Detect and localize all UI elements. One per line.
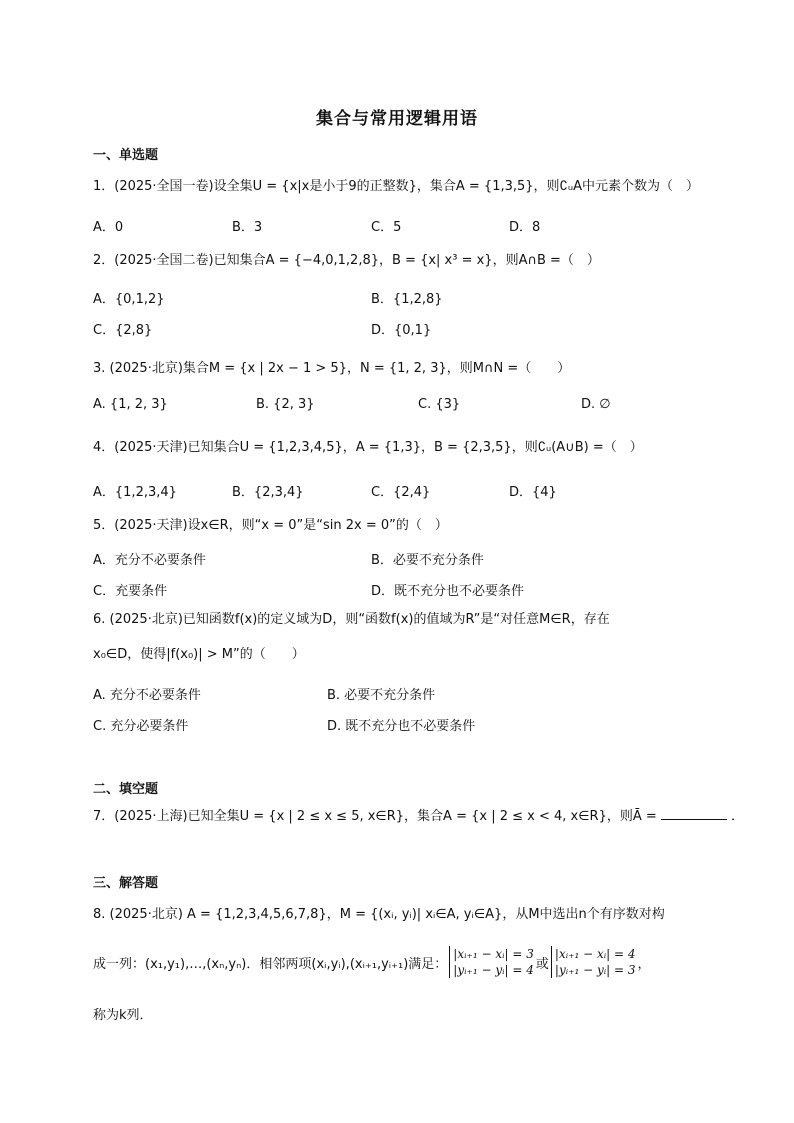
question-7-end: ． <box>731 809 745 824</box>
q6-option-a: A. 充分不必要条件 <box>93 688 201 703</box>
q8-or-label: 或 <box>535 956 549 972</box>
question-2-stem: 2．(2025·全国二卷)已知集合A = {−4,0,1,2,8}，B = {x| x³ = x}，则A∩B =（ ） <box>93 253 600 268</box>
q3-option-d: D. ∅ <box>581 397 611 412</box>
q6-option-c: C. 充分必要条件 <box>93 719 189 734</box>
question-8-stem-line1: 8. (2025·北京) A = {1,2,3,4,5,6,7,8}，M = {(xᵢ, yᵢ)| xᵢ∈A, yᵢ∈A}，从M中选出n个有序数对构 <box>93 907 665 922</box>
q1-option-d: D．8 <box>509 220 541 235</box>
q2-option-d: D．{0,1} <box>371 323 432 338</box>
q5-option-a: A．充分不必要条件 <box>93 553 206 568</box>
q8-line2-text: 成一列：(x₁,y₁),…,(xₙ,yₙ)．相邻两项(xᵢ,yᵢ),(xᵢ₊₁,yᵢ₊₁)满足： <box>93 956 448 972</box>
q4-option-d: D．{4} <box>509 485 557 500</box>
page-title: 集合与常用逻辑用语 <box>316 109 478 129</box>
condition-system-1 <box>449 946 534 978</box>
section-heading-answer: 三、解答题 <box>93 876 159 891</box>
answer-blank[interactable] <box>661 807 727 820</box>
q4-option-a: A．{1,2,3,4} <box>93 485 177 500</box>
q5-option-d: D．既不充分也不必要条件 <box>371 584 525 599</box>
q3-option-a: A. {1, 2, 3} <box>93 397 168 412</box>
question-6-stem-line1: 6. (2025·北京)已知函数f(x)的定义域为D，则“函数f(x)的值域为R”是“对任意M∈R，存在 <box>93 612 610 627</box>
question-1-stem: 1．(2025·全国一卷)设全集U = {x|x是小于9的正整数}，集合A = {1,3,5}，则∁ᵤA中元素个数为（ ） <box>93 179 699 194</box>
section-heading-fill-in: 二、填空题 <box>93 782 159 797</box>
q3-option-b: B. {2, 3} <box>256 397 315 412</box>
condition-1-x: |xᵢ₊₁ − xᵢ| = 3 <box>453 947 534 961</box>
question-8-stem-line3: 称为k列． <box>93 1008 153 1023</box>
question-6-stem-line2: x₀∈D，使得|f(x₀)| > M”的（ ） <box>93 647 305 662</box>
question-5-stem: 5．(2025·天津)设x∈R，则“x = 0”是“sin 2x = 0”的（ ） <box>93 518 448 533</box>
q4-option-c: C．{2,4} <box>371 485 431 500</box>
q1-option-c: C．5 <box>371 220 402 235</box>
question-4-stem: 4．(2025·天津)已知集合U = {1,2,3,4,5}，A = {1,3}，B = {2,3,5}，则∁ᵤ(A∪B) =（ ） <box>93 440 643 455</box>
q2-option-c: C．{2,8} <box>93 323 153 338</box>
q1-option-b: B．3 <box>232 220 263 235</box>
q1-option-a: A．0 <box>93 220 124 235</box>
q6-option-b: B. 必要不充分条件 <box>327 688 436 703</box>
condition-2-x: |xᵢ₊₁ − xᵢ| = 4 <box>554 947 636 961</box>
q8-line2-end: ， <box>637 956 651 972</box>
section-heading-single-choice: 一、单选题 <box>93 148 159 163</box>
q5-option-c: C．充要条件 <box>93 584 168 599</box>
condition-1-y: |yᵢ₊₁ − yᵢ| = 4 <box>453 963 534 977</box>
question-3-stem: 3. (2025·北京)集合M = {x | 2x − 1 > 5}，N = {1, 2, 3}，则M∩N =（ ） <box>93 361 571 376</box>
q5-option-b: B．必要不充分条件 <box>371 553 484 568</box>
q6-option-d: D. 既不充分也不必要条件 <box>327 719 476 734</box>
condition-2-y: |yᵢ₊₁ − yᵢ| = 3 <box>554 963 636 977</box>
question-8-stem-line2 <box>93 946 651 978</box>
question-7-stem <box>93 807 744 827</box>
q2-option-a: A．{0,1,2} <box>93 292 165 307</box>
question-7-text: 7．(2025·上海)已知全集U = {x | 2 ≤ x ≤ 5, x∈R}，集合A = {x | 2 ≤ x < 4, x∈R}，则Ā = <box>93 809 657 824</box>
q2-option-b: B．{1,2,8} <box>371 292 443 307</box>
q4-option-b: B．{2,3,4} <box>232 485 304 500</box>
q3-option-c: C. {3} <box>418 397 461 412</box>
condition-system-2 <box>551 946 636 978</box>
